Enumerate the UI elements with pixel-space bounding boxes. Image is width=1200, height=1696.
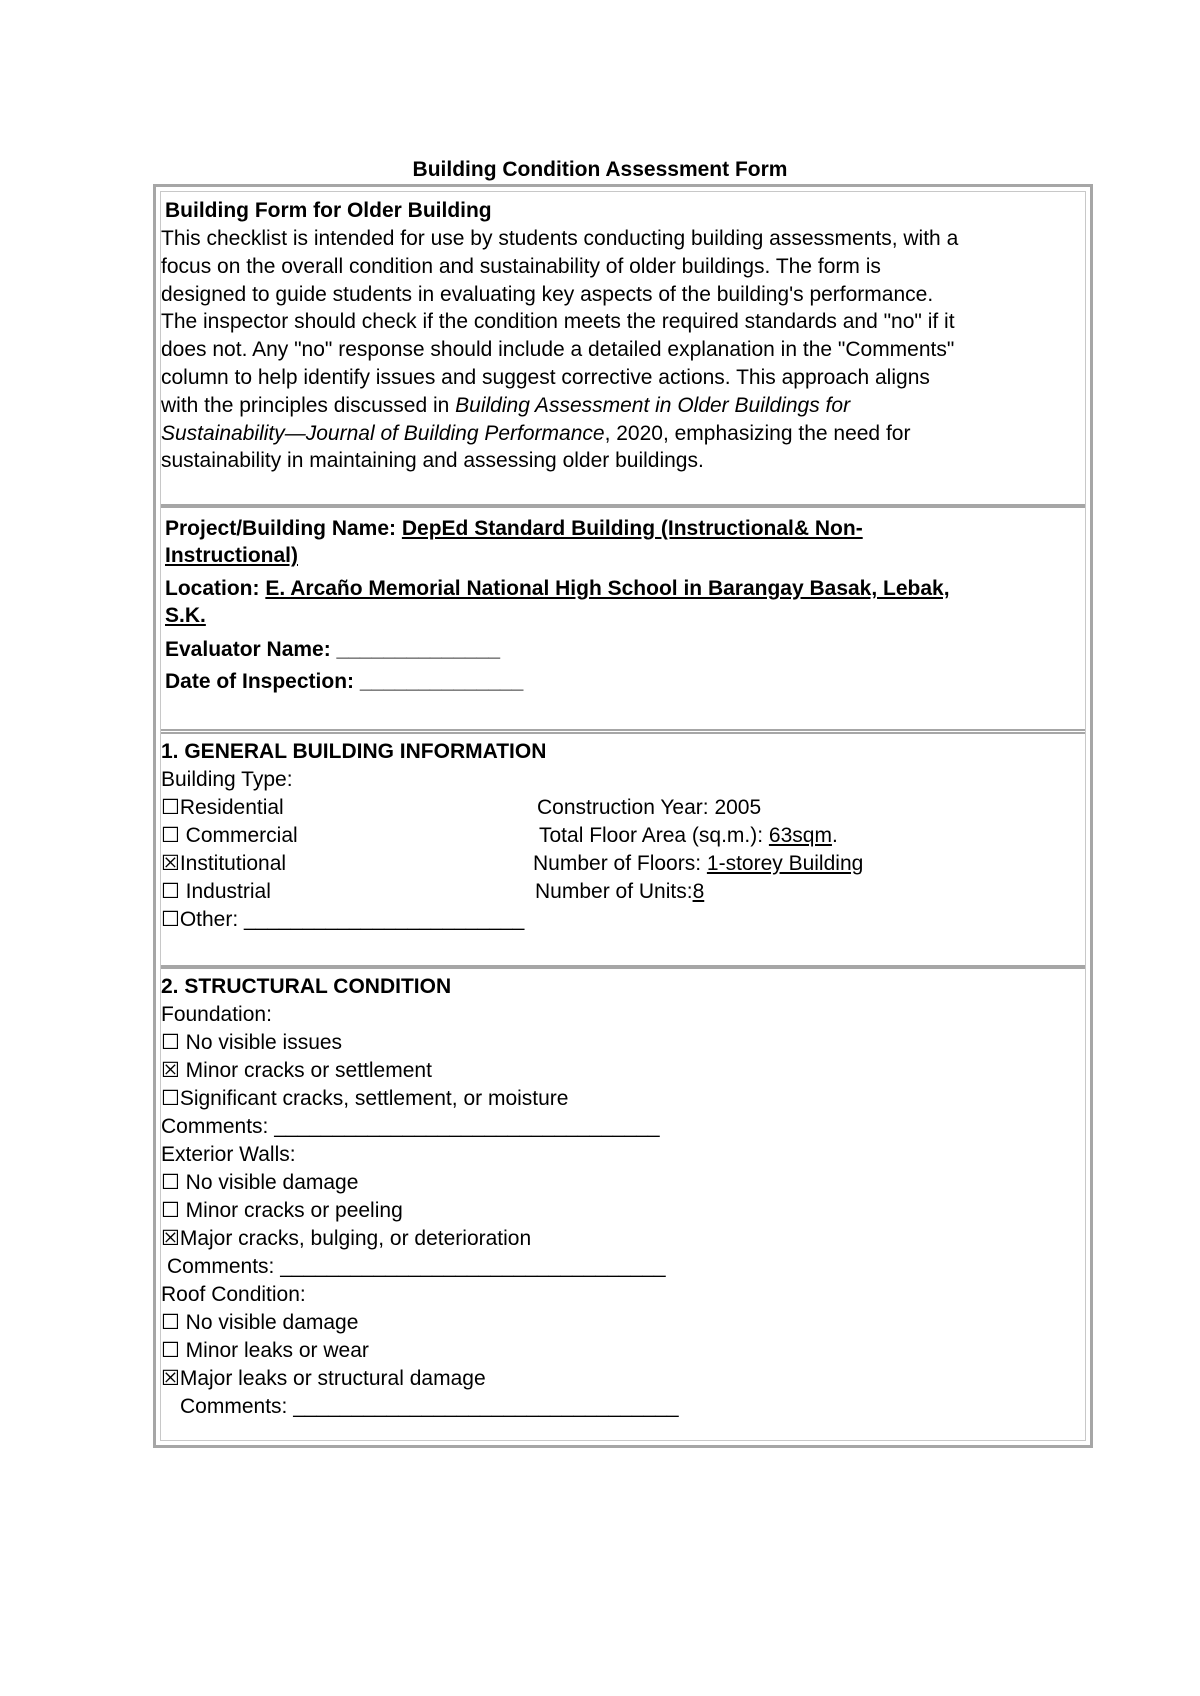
walls-label: Exterior Walls: bbox=[161, 1143, 296, 1166]
walls-comments-field[interactable]: Comments: _________________________________ bbox=[167, 1255, 666, 1278]
intro-line: column to help identify issues and suggest corrective actions. This approach aligns bbox=[161, 365, 930, 389]
floor-area-end: . bbox=[831, 824, 838, 847]
building-type-commercial-checkbox[interactable]: ☐ Commercial bbox=[161, 824, 298, 847]
project-name-value: DepEd Standard Building (Instructional& Non- bbox=[401, 517, 863, 540]
foundation-comments-field[interactable]: Comments: _________________________________ bbox=[161, 1115, 660, 1138]
intro-line bbox=[161, 392, 1091, 420]
section-divider bbox=[161, 504, 1085, 508]
roof-label: Roof Condition: bbox=[161, 1283, 306, 1306]
citation-journal: Sustainability—Journal of Building Performance bbox=[161, 421, 605, 445]
units-value: 8 bbox=[692, 880, 705, 903]
roof-option-checkbox[interactable]: ☐ No visible damage bbox=[161, 1311, 359, 1334]
intro-line: focus on the overall condition and sustainability of older buildings. The form is bbox=[161, 254, 881, 278]
foundation-option-checkbox[interactable]: ☐Significant cracks, settlement, or moisture bbox=[161, 1087, 569, 1110]
floor-area-value: 63sqm bbox=[768, 824, 832, 847]
floors-label: Number of Floors: bbox=[533, 852, 707, 875]
building-type-industrial-checkbox[interactable]: ☐ Industrial bbox=[161, 880, 271, 903]
floor-area-line bbox=[539, 822, 838, 850]
location-label: Location: bbox=[165, 577, 266, 600]
foundation-option-checkbox[interactable]: ☒ Minor cracks or settlement bbox=[161, 1059, 432, 1082]
section-divider bbox=[161, 729, 1085, 734]
intro-paragraph bbox=[161, 225, 1091, 475]
evaluator-name-field[interactable]: Evaluator Name: ______________ bbox=[165, 638, 501, 661]
structural-heading: 2. STRUCTURAL CONDITION bbox=[161, 975, 452, 998]
location-line bbox=[165, 575, 950, 603]
intro-line bbox=[161, 420, 1091, 448]
construction-year: Construction Year: 2005 bbox=[537, 796, 762, 819]
floors-line bbox=[533, 850, 863, 878]
walls-option-checkbox[interactable]: ☐ Minor cracks or peeling bbox=[161, 1199, 403, 1222]
citation-title: Building Assessment in Older Buildings for bbox=[455, 393, 851, 417]
page-title: Building Condition Assessment Form bbox=[412, 158, 788, 181]
walls-option-checkbox[interactable]: ☐ No visible damage bbox=[161, 1171, 359, 1194]
walls-option-checkbox[interactable]: ☒Major cracks, bulging, or deterioration bbox=[161, 1227, 532, 1250]
intro-line: sustainability in maintaining and assessing older buildings. bbox=[161, 449, 704, 473]
location-value: E. Arcaño Memorial National High School in Barangay Basak, Lebak, bbox=[265, 577, 950, 600]
project-name-line bbox=[165, 515, 863, 543]
inspection-date-field[interactable]: Date of Inspection: ______________ bbox=[165, 670, 524, 693]
roof-comments-field[interactable]: Comments: _________________________________ bbox=[180, 1395, 679, 1418]
project-name-label: Project/Building Name: bbox=[165, 517, 402, 540]
roof-option-checkbox[interactable]: ☒Major leaks or structural damage bbox=[161, 1367, 486, 1390]
location-value-cont: S.K. bbox=[165, 604, 206, 627]
general-heading: 1. GENERAL BUILDING INFORMATION bbox=[161, 740, 547, 763]
intro-heading: Building Form for Older Building bbox=[165, 199, 492, 222]
building-type-other-checkbox[interactable]: ☐Other: ________________________ bbox=[161, 908, 525, 931]
building-type-institutional-checkbox[interactable]: ☒Institutional bbox=[161, 852, 287, 875]
foundation-label: Foundation: bbox=[161, 1003, 272, 1026]
building-type-residential-checkbox[interactable]: ☐Residential bbox=[161, 796, 284, 819]
roof-option-checkbox[interactable]: ☐ Minor leaks or wear bbox=[161, 1339, 369, 1362]
floor-area-label: Total Floor Area (sq.m.): bbox=[539, 824, 769, 847]
floors-value: 1-storey Building bbox=[706, 852, 864, 875]
project-name-value-cont: Instructional) bbox=[165, 544, 299, 567]
intro-line: This checklist is intended for use by students conducting building assessments, with a bbox=[161, 227, 959, 250]
intro-line: designed to guide students in evaluating key aspects of the building's performance. bbox=[161, 282, 934, 306]
section-divider bbox=[161, 965, 1085, 969]
intro-line: The inspector should check if the condition meets the required standards and "no" if it bbox=[161, 310, 955, 334]
intro-line: does not. Any "no" response should include a detailed explanation in the "Comments" bbox=[161, 338, 955, 362]
intro-text: with the principles discussed in bbox=[161, 393, 456, 417]
form-frame bbox=[153, 184, 1093, 1448]
units-label: Number of Units: bbox=[535, 880, 693, 903]
building-type-label: Building Type: bbox=[161, 768, 293, 791]
foundation-option-checkbox[interactable]: ☐ No visible issues bbox=[161, 1031, 343, 1054]
frame-inner-border bbox=[160, 191, 1086, 192]
frame-inner-border bbox=[160, 1440, 1086, 1441]
intro-text: , 2020, emphasizing the need for bbox=[604, 421, 911, 445]
units-line bbox=[535, 878, 704, 906]
